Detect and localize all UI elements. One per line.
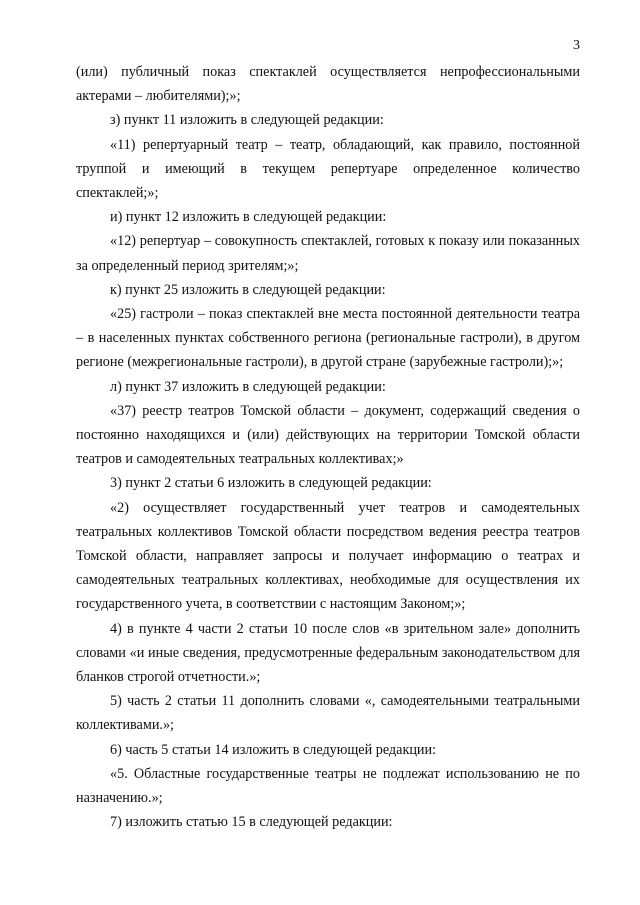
paragraph-3: «11) репертуарный театр – театр, обладающий, как правило, постоянной труппой и имеющий в текущем репертуаре определенное количество спектаклей;»; [76,136,580,202]
paragraph-13: 5) часть 2 статьи 11 дополнить словами «, самодеятельными театральными коллективами.»; [76,693,580,734]
paragraph-10: 3) пункт 2 статьи 6 изложить в следующей редакции: [110,475,432,492]
paragraph-4: и) пункт 12 изложить в следующей редакции: [110,209,387,226]
paragraph-2: з) пункт 11 изложить в следующей редакции: [110,112,384,129]
paragraph-14: 6) часть 5 статьи 14 изложить в следующей редакции: [110,741,437,758]
paragraph-5: «12) репертуар – совокупность спектаклей, готовых к показу или показанных за определенный период зрителям;»; [76,233,580,274]
paragraph-1: (или) публичный показ спектаклей осуществляется непрофессиональными актерами – любителями);»; [76,64,580,105]
paragraph-8: л) пункт 37 изложить в следующей редакции: [110,378,386,395]
paragraph-6: к) пункт 25 изложить в следующей редакции: [110,281,386,298]
document-body [76,60,580,835]
page-number: 3 [573,38,580,53]
paragraph-9: «37) реестр театров Томской области – документ, содержащий сведения о постоянно находящихся и (или) действующих на территории Томской области театров и самодеятельных театральных коллективах;» [76,402,580,468]
paragraph-16: 7) изложить статью 15 в следующей редакции: [110,814,393,831]
paragraph-7: «25) гастроли – показ спектаклей вне места постоянной деятельности театра – в населенных пунктах собственного региона (региональные гастроли), в другом регионе (межрегиональные гастроли), в другой стране (зарубежные гастроли);»; [76,306,580,371]
paragraph-15: «5. Областные государственные театры не подлежат использованию не по назначению.»; [76,765,580,807]
paragraph-12: 4) в пункте 4 части 2 статьи 10 после слов «в зрительном зале» дополнить словами «и иные сведения, предусмотренные федеральным законодательством для бланков строгой отчетности.»; [76,620,580,686]
paragraph-11: «2) осуществляет государственный учет театров и самодеятельных театральных коллективов Томской области посредством ведения реестра театров Томской области, направляет запросы и получает информацию о театрах и самодеятельных театральных коллективах, необходимые для осуществления их государственного учета, в соответствии с настоящим Законом;»; [76,499,580,613]
